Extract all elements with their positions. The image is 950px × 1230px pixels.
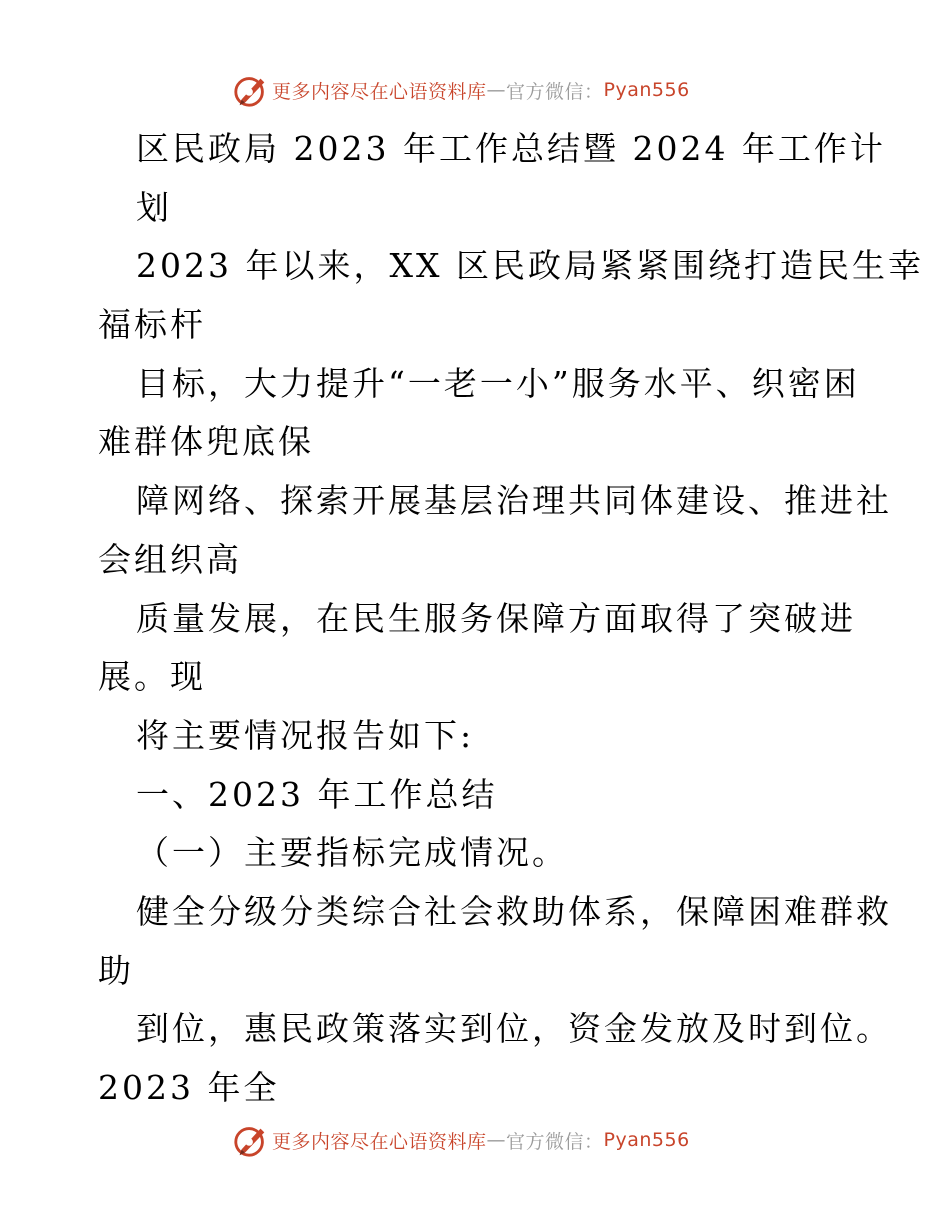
paragraph-line: 福标杆 (98, 305, 206, 345)
paragraph-line: 质量发展，在民生服务保障方面取得了突破进 (136, 598, 856, 638)
watermark-dash: — (486, 1129, 507, 1151)
document-body (98, 120, 924, 1118)
paragraph-line: 到位，惠民政策落实到位，资金发放及时到位。 (136, 1009, 892, 1049)
pen-logo-icon (232, 71, 270, 109)
watermark-banner-bottom (232, 1120, 690, 1160)
paragraph-line: 会组织高 (98, 539, 242, 579)
document-title-line-2: 划 (136, 187, 172, 227)
pen-logo-icon (232, 1121, 270, 1159)
section-heading: 一、2023 年工作总结 (136, 774, 498, 814)
paragraph-line: 2023 年以来，XX 区民政局紧紧围绕打造民生幸 (136, 246, 924, 286)
watermark-wechat-label: 官方微信： (506, 1130, 604, 1153)
watermark-banner-top (232, 70, 690, 110)
paragraph-line: 展。现 (98, 657, 206, 697)
watermark-main-text: 更多内容尽在心语资料库 (272, 80, 487, 103)
paragraph-line: 难群体兜底保 (98, 422, 314, 462)
watermark-wechat-id: Pyan556 (603, 1129, 690, 1151)
paragraph-line: 目标，大力提升“一老一小”服务水平、织密困 (136, 363, 860, 403)
subsection-heading: （一）主要指标完成情况。 (136, 833, 568, 873)
watermark-main-text: 更多内容尽在心语资料库 (272, 1130, 487, 1153)
paragraph-line: 2023 年全 (98, 1068, 280, 1107)
watermark-wechat-label: 官方微信： (506, 80, 604, 103)
paragraph-line: 健全分级分类综合社会救助体系，保障困难群救 (136, 891, 892, 931)
document-title-line-1: 区民政局 2023 年工作总结暨 2024 年工作计 (136, 129, 886, 168)
paragraph-line: 障网络、探索开展基层治理共同体建设、推进社 (136, 481, 892, 521)
watermark-dash: — (486, 79, 507, 101)
watermark-wechat-id: Pyan556 (603, 79, 690, 101)
paragraph-line: 将主要情况报告如下: (136, 715, 475, 755)
paragraph-line: 助 (98, 950, 134, 990)
